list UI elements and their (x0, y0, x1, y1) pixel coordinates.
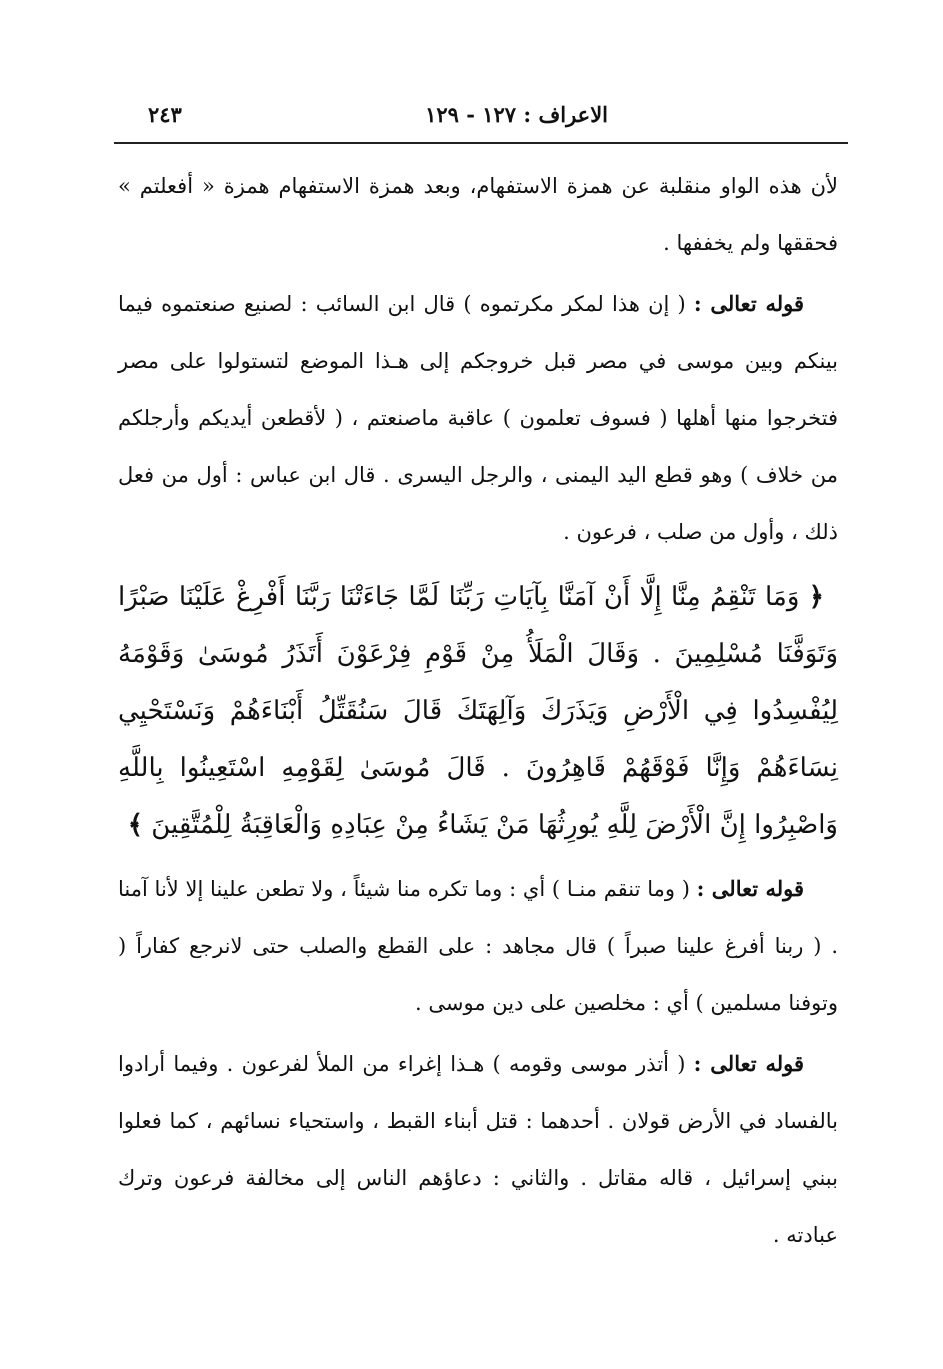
paragraph-commentary (118, 1035, 838, 1264)
paragraph-lead: قوله تعالى : (696, 876, 804, 901)
paragraph-commentary (118, 860, 838, 1032)
page-number: ٢٤٣ (148, 102, 182, 127)
header-divider (114, 142, 848, 144)
header-title: الاعراف : ١٢٧ - ١٢٩ (425, 102, 608, 127)
paragraph-intro (118, 158, 838, 272)
paragraph-lead: قوله تعالى : (693, 291, 804, 316)
paragraph-text: لأن هذه الواو منقلبة عن همزة الاستفهام، وبعد همزة الاستفهام همزة « أفعلتم » فحققها ولم يخففها . (118, 174, 838, 255)
running-header (118, 96, 838, 136)
paragraph-text: ( أتذر موسى وقومه ) هـذا إغراء من الملأ لفرعون . وفيما أرادوا بالفساد في الأرض قولان . أحدهما : قتل أبناء القبط ، واستحياء نسائهم ، كما فعلوا ببني إسرائيل ، قاله مقاتل . والثاني : دعاؤهم الناس إلى مخالفة فرعون وترك عبادته . (118, 1052, 838, 1247)
page-body (118, 158, 838, 1267)
paragraph-text: ( وما تنقم منـا ) أي : وما تكره منا شيئاً ، ولا تطعن علينا إلا لأنا آمنا . ( ربنا أفرغ علينا صبراً ) قال مجاهد : على القطع والصلب حتى لانرجع كفاراً ( وتوفنا مسلمين ) أي : مخلصين على دين موسى . (118, 877, 838, 1015)
verse-open-bracket: ﴿ (808, 582, 824, 612)
paragraph-lead: قوله تعالى : (693, 1051, 804, 1076)
paragraph-text: ( إن هذا لمكر مكرتموه ) قال ابن السائب : لصنيع صنعتموه فيما بينكم وبين موسى في مصر قبل خروجكم إلى هـذا الموضع لتستولوا على مصر فتخرجوا منها أهلها ( فسوف تعلمون ) عاقبة ماصنعتم ، ( لأقطعن أيديكم وأرجلكم من خلاف ) وهو قطع اليد اليمنى ، والرجل اليسرى . قال ابن عباس : أول من فعل ذلك ، وأول من صلب ، فرعون . (118, 292, 838, 544)
quran-verse (118, 569, 838, 854)
verse-text: وَمَا تَنْقِمُ مِنَّا إِلَّا أَنْ آمَنَّا بِآيَاتِ رَبِّنَا لَمَّا جَاءَتْنَا رَبَّنَا أَفْرِغْ عَلَيْنَا صَبْرًا وَتَوَفَّنَا مُسْلِمِينَ . وَقَالَ الْمَلَأُ مِنْ قَوْمِ فِرْعَوْنَ أَتَذَرُ مُوسَىٰ وَقَوْمَهُ لِيُفْسِدُوا فِي الْأَرْضِ وَيَذَرَكَ وَآلِهَتَكَ قَالَ سَنُقَتِّلُ أَبْنَاءَهُمْ وَنَسْتَحْيِي نِسَاءَهُمْ وَإِنَّا فَوْقَهُمْ قَاهِرُونَ . قَالَ مُوسَىٰ لِقَوْمِهِ اسْتَعِينُوا بِاللَّهِ وَاصْبِرُوا إِنَّ الْأَرْضَ لِلَّهِ يُورِثُهَا مَنْ يَشَاءُ مِنْ عِبَادِهِ وَالْعَاقِبَةُ لِلْمُتَّقِينَ (118, 582, 838, 840)
verse-close-bracket: ﴾ (127, 810, 143, 840)
paragraph-commentary (118, 275, 838, 561)
